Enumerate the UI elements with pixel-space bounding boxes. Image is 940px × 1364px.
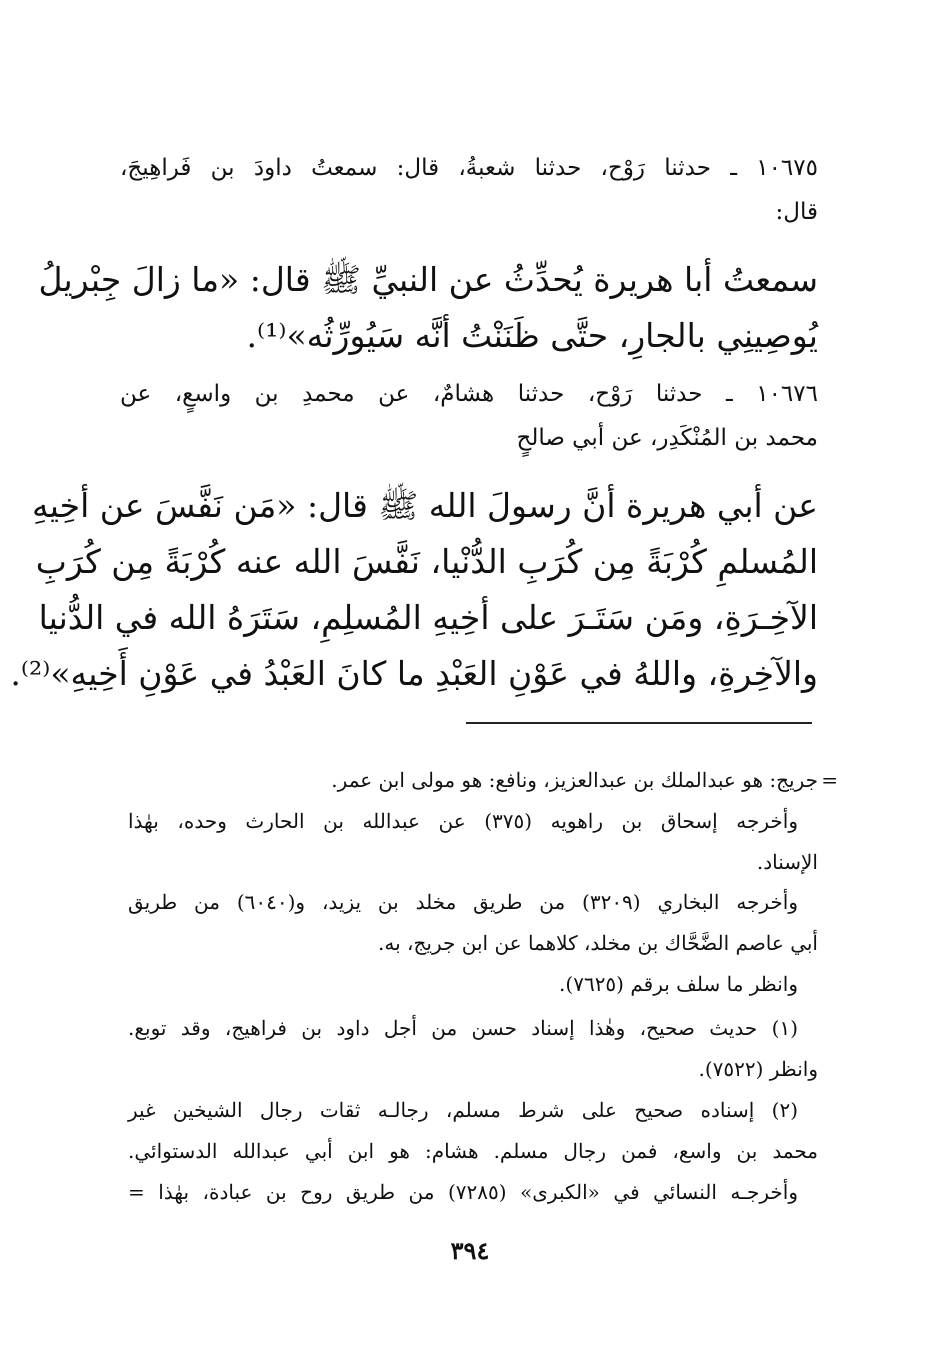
chain-line: محمد بن المُنْكَدِر، عن أبي صالحٍ [516,425,818,451]
hadith-10675-text [38,252,818,364]
chain-line: قال: [775,199,818,225]
footnote-line: (٢) إسناده صحيح على شرط مسلم، رجالـه ثقات رجال الشيخين غير [128,1098,798,1122]
footnote-line: وأخرجـه النسائي في «الكبرى» (٧٢٨٥) من طريق روح بن عبادة، بهٰذا = [128,1180,798,1204]
footnote-line: وانظر (٧٥٢٢). [698,1057,818,1081]
footnote-line: وأخرجه البخاري (٣٢٠٩) من طريق مخلد بن يزيد، و(٦٠٤٠) من طريق [128,890,799,914]
footnote-line: أبي عاصم الضَّحَّاك بن مخلد، كلاهما عن ابن جريج، به. [378,931,818,955]
hadith-10676-chain [120,372,818,460]
footnote-2 [128,1090,818,1213]
footnote-line: وأخرجه إسحاق بن راهويه (٣٧٥) عن عبدالله بن الحارث وحده، بهٰذا [128,809,798,833]
footnote-line: الإسناد. [756,850,818,874]
matn-line: عن أبي هريرة أنَّ رسولَ الله ﷺ قال: «مَن نَفَّسَ عن أخِيهِ [32,486,818,525]
footnote-block-3 [128,964,818,1005]
footnote-continuation-mark: = [821,768,838,792]
page-number: ٣٩٤ [450,1236,490,1265]
matn-line: سمعتُ أبا هريرة يُحدِّثُ عن النبيِّ ﷺ قال: «ما زالَ جِبْريلُ [38,260,818,299]
footnote-block-2 [128,882,818,964]
hadith-10675-chain [120,146,818,234]
footnote-line: وانظر ما سلف برقم (٧٦٢٥). [559,972,798,996]
chain-line: ١٠٦٧٦ ـ حدثنا رَوْح، حدثنا هشامٌ، عن محمدِ بن واسعٍ، عن [120,381,818,407]
footnote-divider [466,722,812,724]
footnote-line: جريج: هو عبدالملك بن عبدالعزيز، ونافع: هو مولى ابن عمر. [331,768,818,792]
footnote-1 [128,1008,818,1090]
footnote-line: محمد بن واسع، فمن رجال مسلم. هشام: هو ابن أبي عبدالله الدستوائي. [128,1139,818,1163]
hadith-10676-text [10,478,818,702]
chain-line: ١٠٦٧٥ ـ حدثنا رَوْح، حدثنا شعبةُ، قال: سمعتُ داودَ بن فَراهِيجَ، [120,155,818,181]
matn-line: الآخِـرَةِ، ومَن سَتَـرَ على أخِيهِ المُسلِمِ، سَتَرَهُ الله في الدُّنيا [38,598,818,637]
matn-line: والآخِرةِ، واللهُ في عَوْنِ العَبْدِ ما كانَ العَبْدُ في عَوْنِ أَخِيهِ»⁽²⁾. [10,654,818,693]
footnote-block-1 [128,760,818,883]
footnote-line: (١) حديث صحيح، وهٰذا إسناد حسن من أجل داود بن فراهيج، وقد توبع. [128,1016,798,1040]
matn-line: يُوصِينِي بالجارِ، حتَّى ظَنَنْتُ أنَّه سَيُورِّثُه»⁽¹⁾. [246,316,818,355]
matn-line: المُسلمِ كُرْبَةً مِن كُرَبِ الدُّنْيا، نَفَّسَ الله عنه كُرْبَةً مِن كُرَبِ [35,542,818,581]
